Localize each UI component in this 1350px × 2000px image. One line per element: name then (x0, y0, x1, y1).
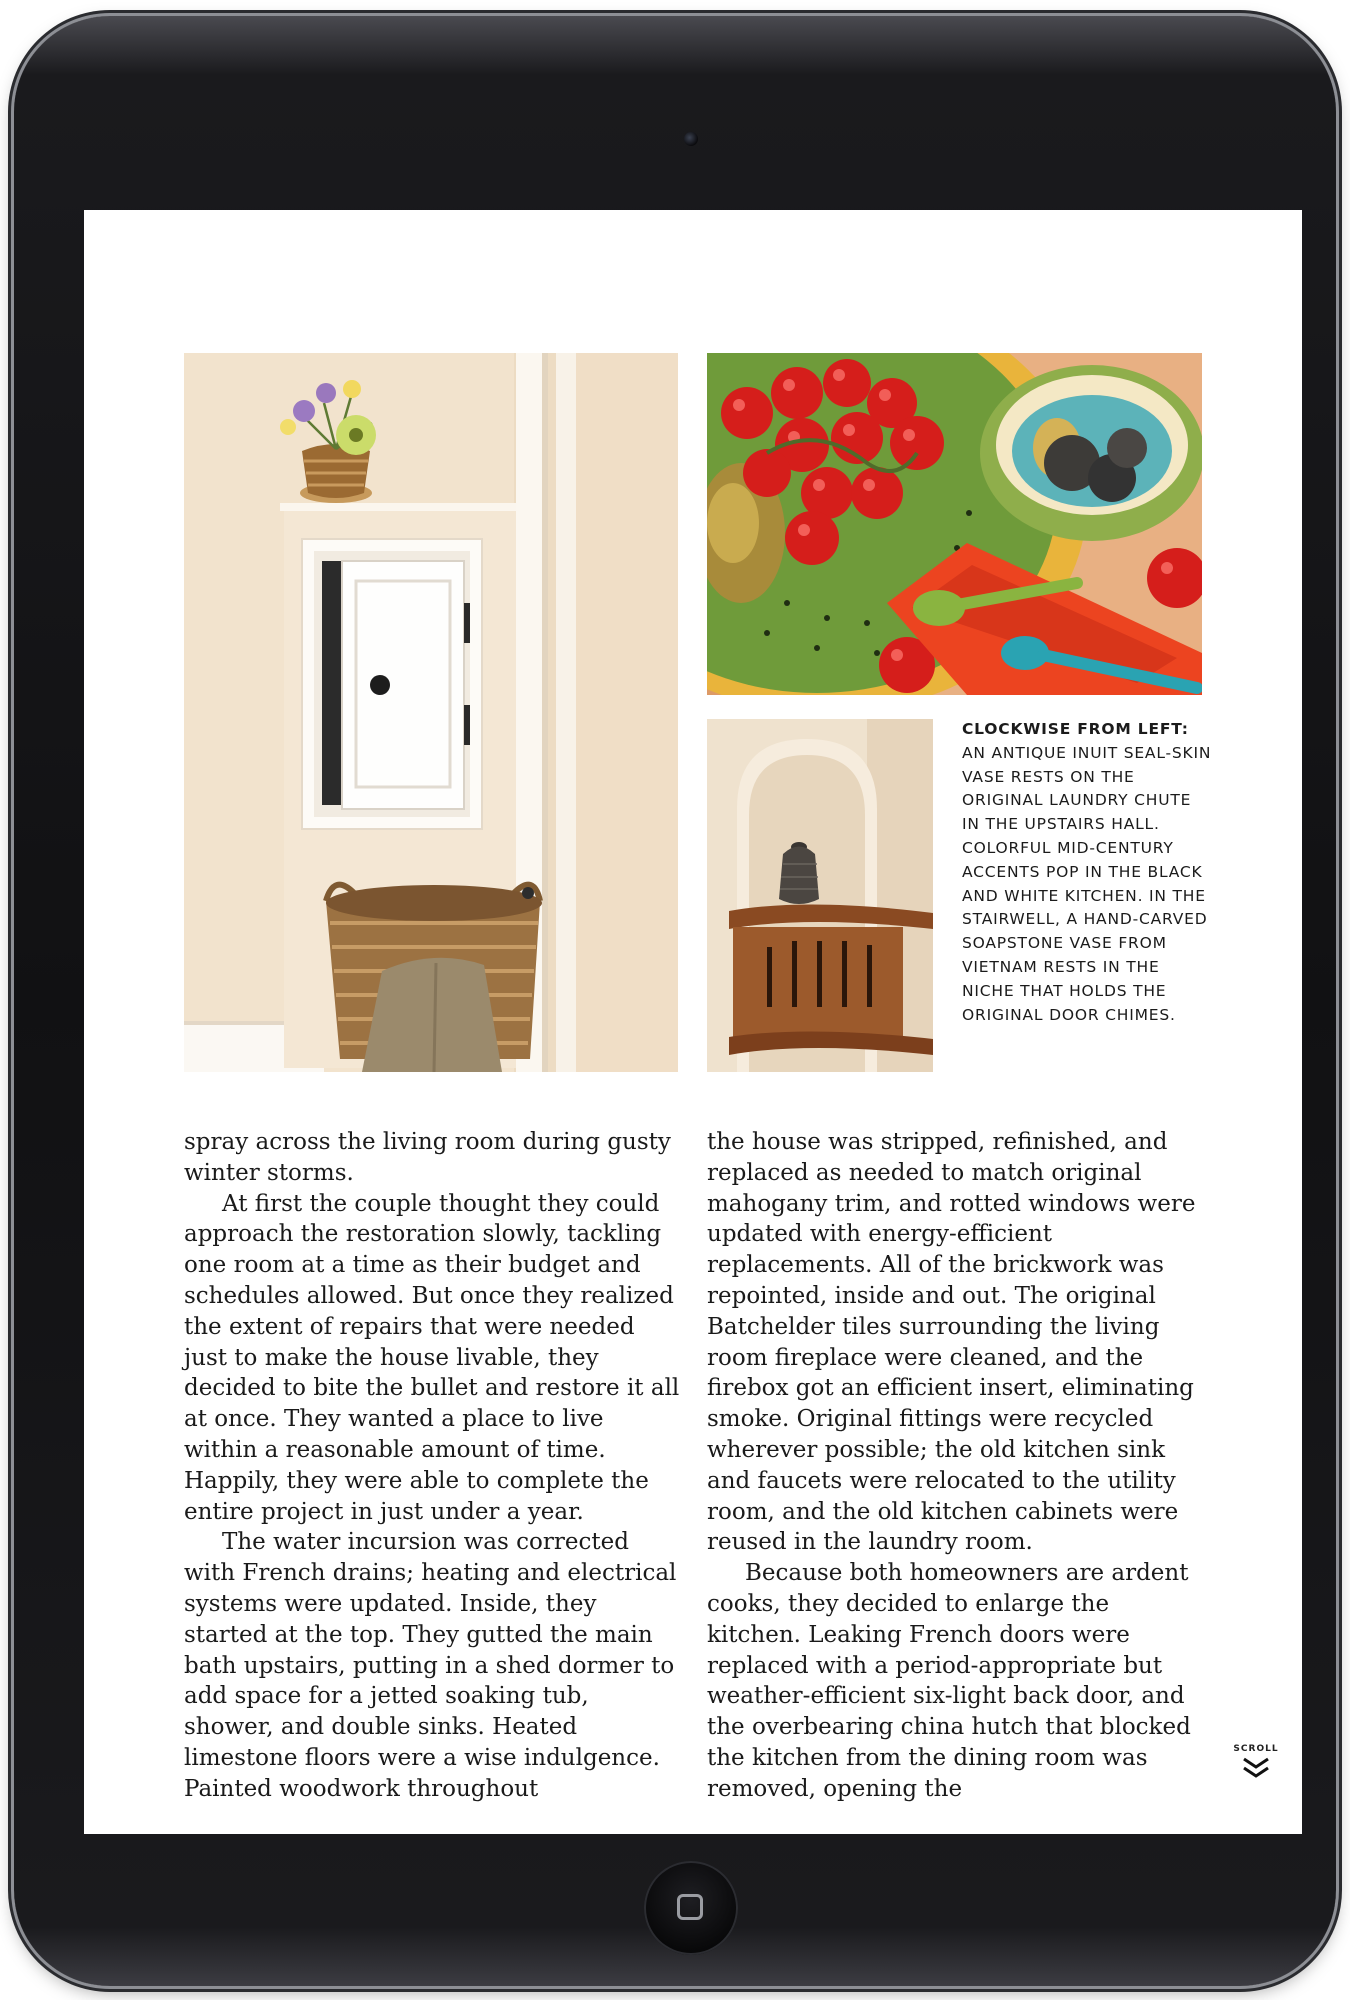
paragraph: At first the couple thought they could approach the restoration slowly, tackling one room at a time as their budget and schedules allowed. But once they realized the extent of repairs that were needed just to make the house livable, they decided to bite the bullet and restore it all at once. They wanted a place to live within a reasonable amount of time. Happily, they were able to complete the entire project in just under a year. (184, 1190, 680, 1525)
home-square-icon (677, 1894, 703, 1920)
photo-laundry-chute (184, 353, 678, 1072)
photo-caption (962, 718, 1212, 1027)
kitchen-illustration (707, 353, 1202, 695)
niche-illustration (707, 719, 933, 1072)
paragraph: the house was stripped, refinished, and replaced as needed to match original mahogany trim, and rotted windows were updated with energy-efficient replacements. All of the brickwork was repointed, inside and out. The original Batchelder tiles surrounding the living room fireplace were cleaned, and the firebox got an efficient insert, eliminating smoke. Original fittings were recycled wherever possible; the old kitchen sink and faucets were relocated to the utility room, and the old kitchen cabinets were reused in the laundry room. (707, 1129, 1196, 1556)
photo-stairwell-niche (707, 719, 933, 1072)
home-button[interactable] (644, 1861, 738, 1955)
article-column-right (707, 1127, 1209, 1805)
paragraph: Because both homeowners are ardent cooks, they decided to enlarge the kitchen. Leaking French doors were replaced with a period-appropriate but weather-efficient six-light back door, and the overbearing china hutch that blocked the kitchen from the dining room was removed, opening the (707, 1560, 1191, 1802)
double-chevron-down-icon[interactable] (1241, 1756, 1271, 1780)
scroll-indicator[interactable] (1232, 1744, 1280, 1780)
caption-heading: CLOCKWISE FROM LEFT: (962, 720, 1189, 738)
caption-body: AN ANTIQUE INUIT SEAL-SKIN VASE RESTS ON THE ORIGINAL LAUNDRY CHUTE IN THE UPSTAIRS HALL. COLORFUL MID-CENTURY ACCENTS POP IN THE BLACK AND WHITE KITCHEN. IN THE STAIRWELL, A HAND-CARVED SOAPSTONE VASE FROM VIETNAM RESTS IN THE NICHE THAT HOLDS THE ORIGINAL DOOR CHIMES. (962, 743, 1212, 1024)
laundry-chute-illustration (184, 353, 678, 1072)
article-column-left (184, 1127, 680, 1805)
scroll-label: SCROLL (1233, 1744, 1279, 1754)
paragraph: The water incursion was corrected with French drains; heating and electrical systems were updated. Inside, they started at the top. They gutted the main bath upstairs, putting in a shed dormer to add space for a jetted soaking tub, shower, and double sinks. Heated limestone floors were a wise indulgence. Painted woodwork throughout (184, 1529, 677, 1802)
photo-kitchen-accents (707, 353, 1202, 695)
screen[interactable] (84, 210, 1302, 1834)
tablet-frame (14, 16, 1336, 1986)
paragraph: spray across the living room during gusty winter storms. (184, 1129, 671, 1186)
front-camera-icon (684, 132, 698, 146)
